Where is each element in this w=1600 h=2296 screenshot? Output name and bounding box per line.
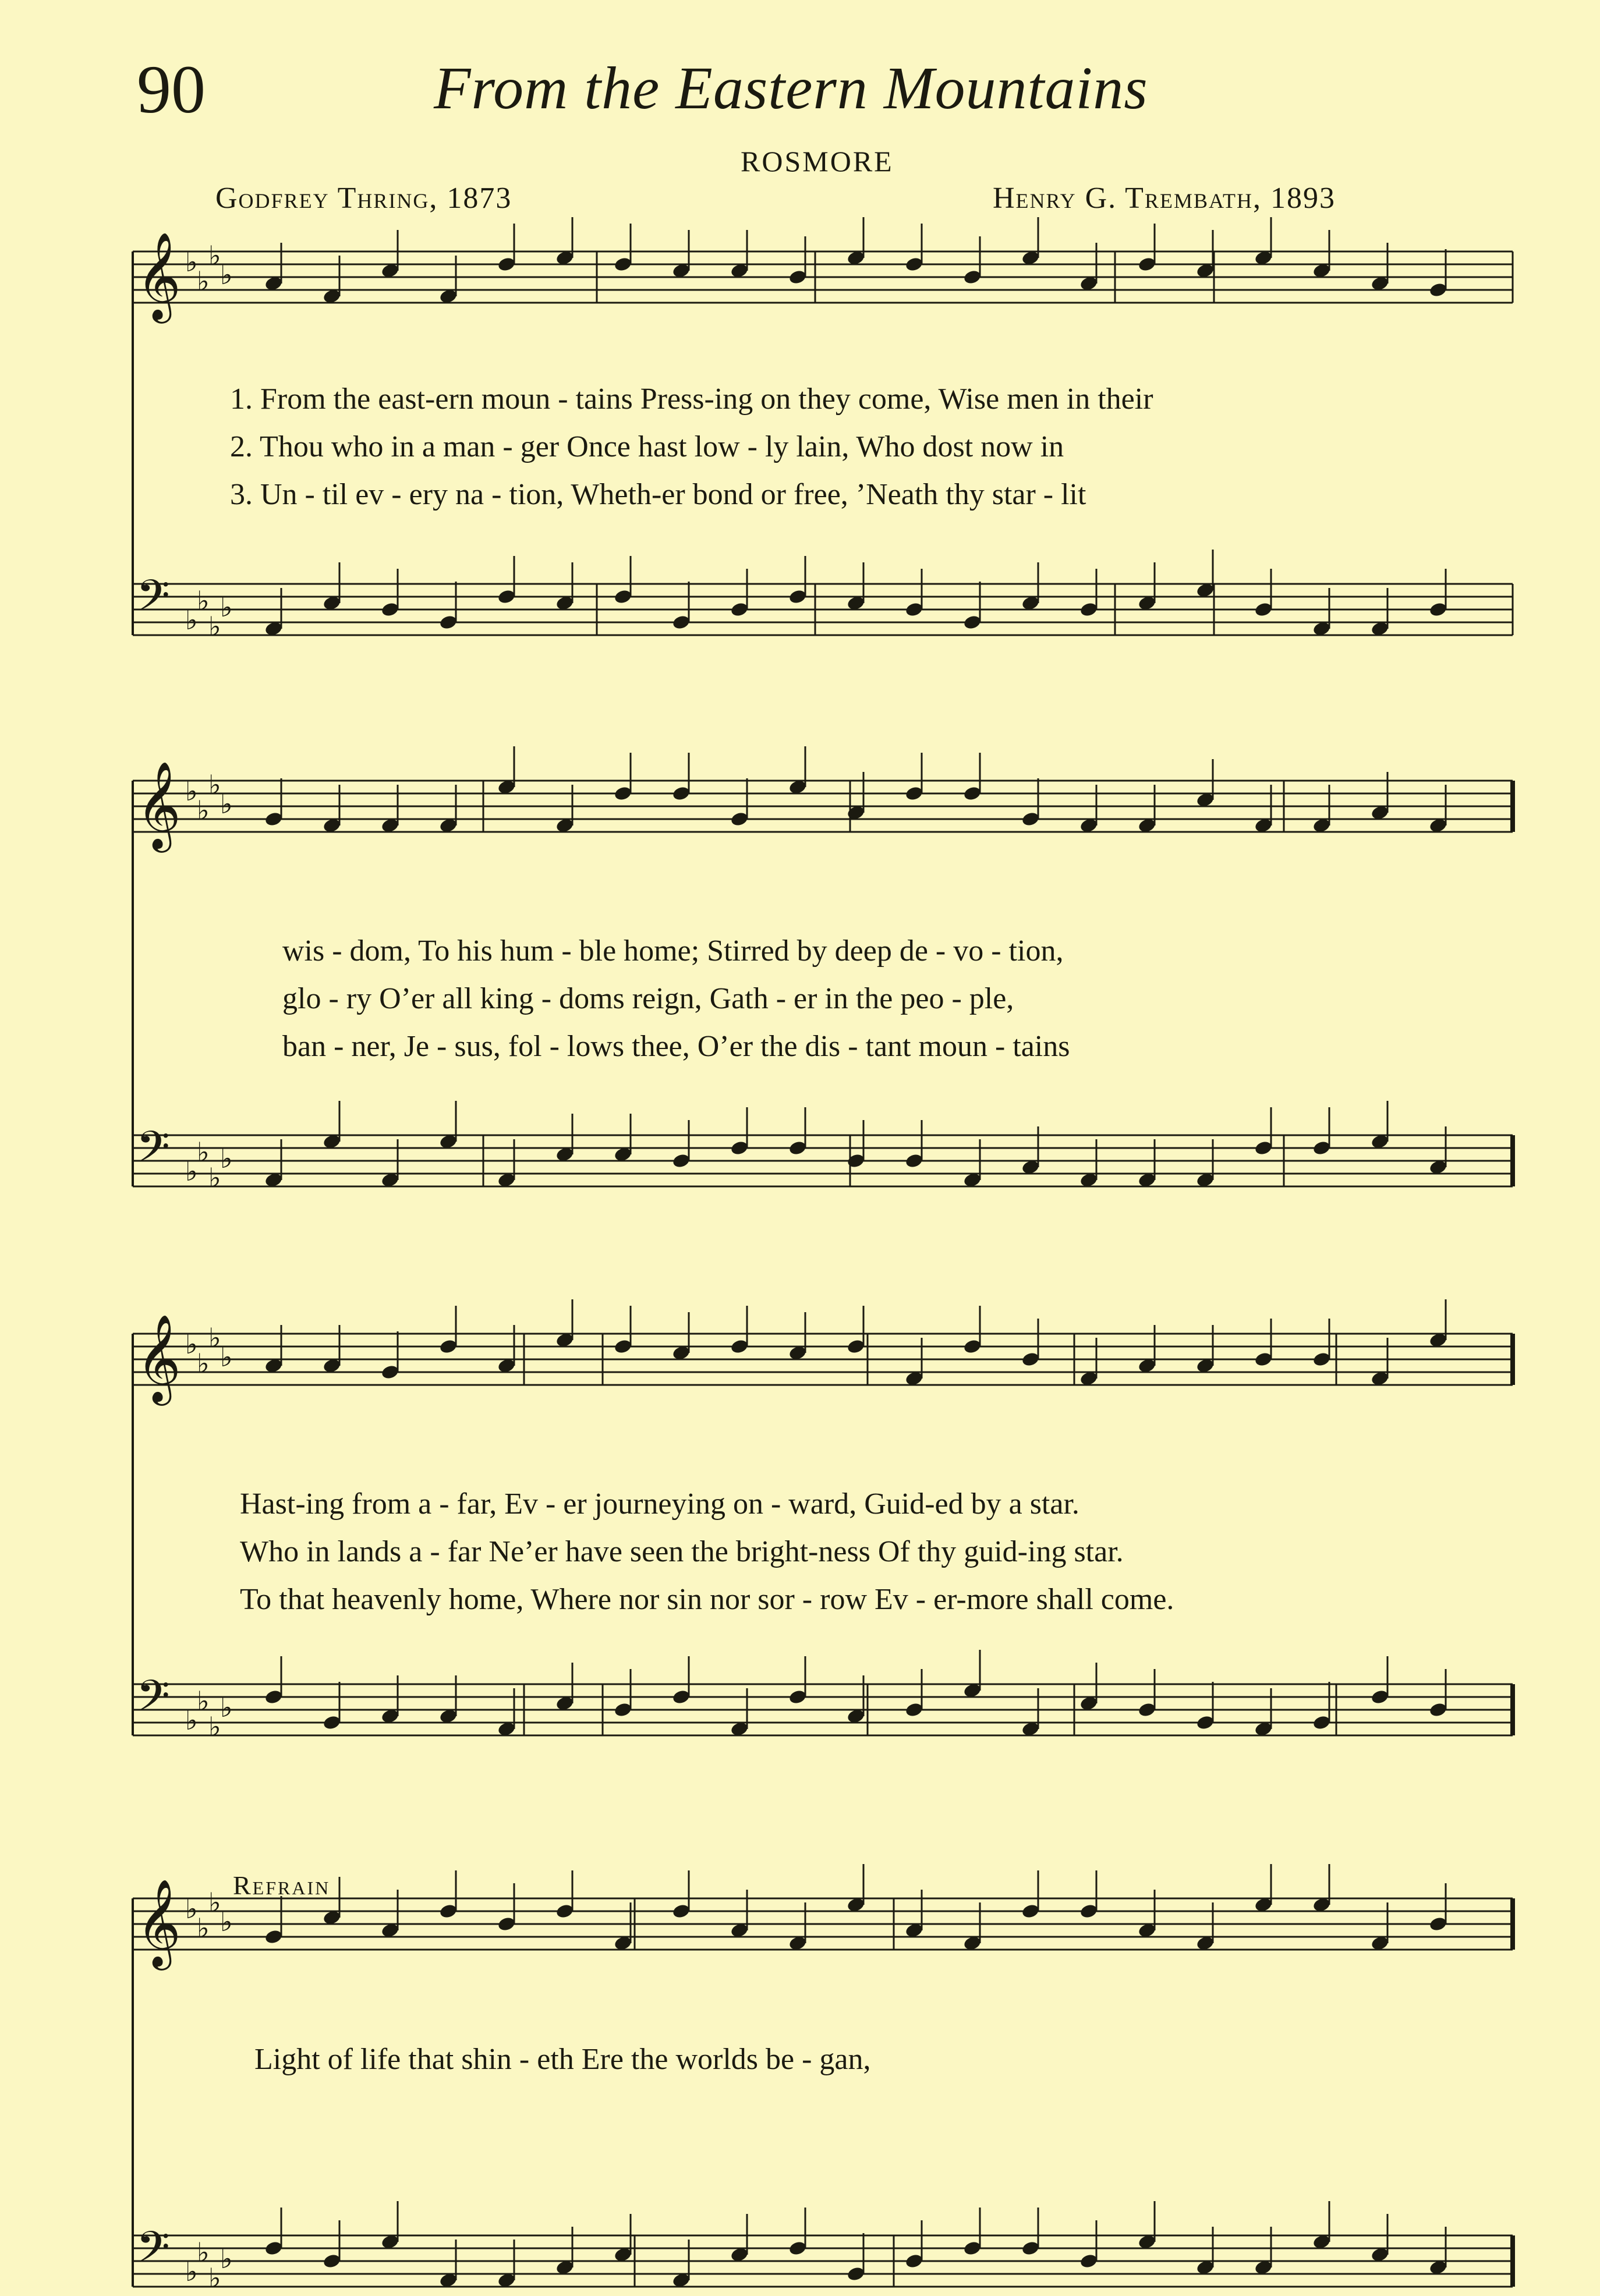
lyric-line: 2. Thou who in a man - ger Once hast low - ly lain, Who dost now in — [230, 430, 1064, 463]
lyric-line: Who in lands a - far Ne’er have seen the bright-ness Of thy guid-ing star. — [240, 1535, 1124, 1568]
lyricist-credit: Godfrey Thring, 1873 — [215, 182, 512, 215]
flat-icon: ♭ — [220, 591, 233, 623]
treble-clef-icon: 𝄞 — [136, 760, 181, 849]
flat-icon: ♭ — [197, 1912, 210, 1944]
flat-icon: ♭ — [197, 585, 210, 616]
flat-icon: ♭ — [220, 1906, 233, 1937]
lyric-line: wis - dom, To his hum - ble home; Stirred by deep de - vo - tion, — [282, 934, 1064, 968]
flat-icon: ♭ — [197, 795, 210, 826]
bass-clef-icon: 𝄢 — [136, 1122, 170, 1183]
tune-name: ROSMORE — [741, 145, 894, 178]
flat-icon: ♭ — [185, 775, 198, 807]
flat-icon: ♭ — [185, 246, 198, 278]
flat-icon: ♭ — [185, 1893, 198, 1925]
page-number: 90 — [137, 51, 206, 127]
flat-icon: ♭ — [220, 2243, 233, 2274]
flat-icon: ♭ — [208, 1162, 221, 1193]
flat-icon: ♭ — [197, 265, 210, 297]
hymn-title: From the Eastern Mountains — [434, 55, 1148, 122]
bass-clef-icon: 𝄢 — [136, 2222, 170, 2283]
flat-icon: ♭ — [208, 769, 221, 800]
bass-clef-icon: 𝄢 — [136, 571, 170, 632]
flat-icon: ♭ — [208, 240, 221, 271]
treble-clef-icon: 𝄞 — [136, 1878, 181, 1967]
flat-icon: ♭ — [185, 2256, 198, 2287]
bass-clef-icon: 𝄢 — [136, 1671, 170, 1732]
lyric-line: 3. Un - til ev - ery na - tion, Wheth-er bond or free, ’Neath thy star - lit — [230, 478, 1086, 511]
flat-icon: ♭ — [197, 1136, 210, 1168]
lyric-line: Light of life that shin - eth Ere the worlds be - gan, — [254, 2043, 871, 2076]
refrain-label: Refrain — [233, 1870, 331, 1900]
flat-icon: ♭ — [197, 1685, 210, 1717]
lyric-line: Hast-ing from a - far, Ev - er journeying on - ward, Guid-ed by a star. — [240, 1487, 1079, 1521]
flat-icon: ♭ — [220, 1341, 233, 1373]
lyric-line: glo - ry O’er all king - doms reign, Gath - er in the peo - ple, — [282, 982, 1014, 1015]
flat-icon: ♭ — [185, 1705, 198, 1736]
lyric-line: 1. From the east-ern moun - tains Press-ing on they come, Wise men in their — [230, 382, 1153, 416]
flat-icon: ♭ — [220, 1143, 233, 1174]
flat-icon: ♭ — [220, 788, 233, 820]
flat-icon: ♭ — [220, 1692, 233, 1723]
treble-clef-icon: 𝄞 — [136, 1313, 181, 1402]
flat-icon: ♭ — [185, 1328, 198, 1360]
flat-icon: ♭ — [197, 2237, 210, 2268]
flat-icon: ♭ — [185, 1156, 198, 1187]
flat-icon: ♭ — [185, 604, 198, 636]
lyric-line: ban - ner, Je - sus, fol - lows thee, O’er the dis - tant moun - tains — [282, 1030, 1070, 1063]
lyric-line: To that heavenly home, Where nor sin nor sor - row Ev - er-more shall come. — [240, 1583, 1174, 1616]
flat-icon: ♭ — [208, 611, 221, 642]
flat-icon: ♭ — [208, 1887, 221, 1918]
flat-icon: ♭ — [220, 259, 233, 290]
composer-credit: Henry G. Trembath, 1893 — [993, 182, 1336, 215]
treble-clef-icon: 𝄞 — [136, 231, 181, 320]
flat-icon: ♭ — [208, 1711, 221, 1742]
flat-icon: ♭ — [197, 1348, 210, 1379]
flat-icon: ♭ — [208, 2262, 221, 2294]
flat-icon: ♭ — [208, 1322, 221, 1353]
